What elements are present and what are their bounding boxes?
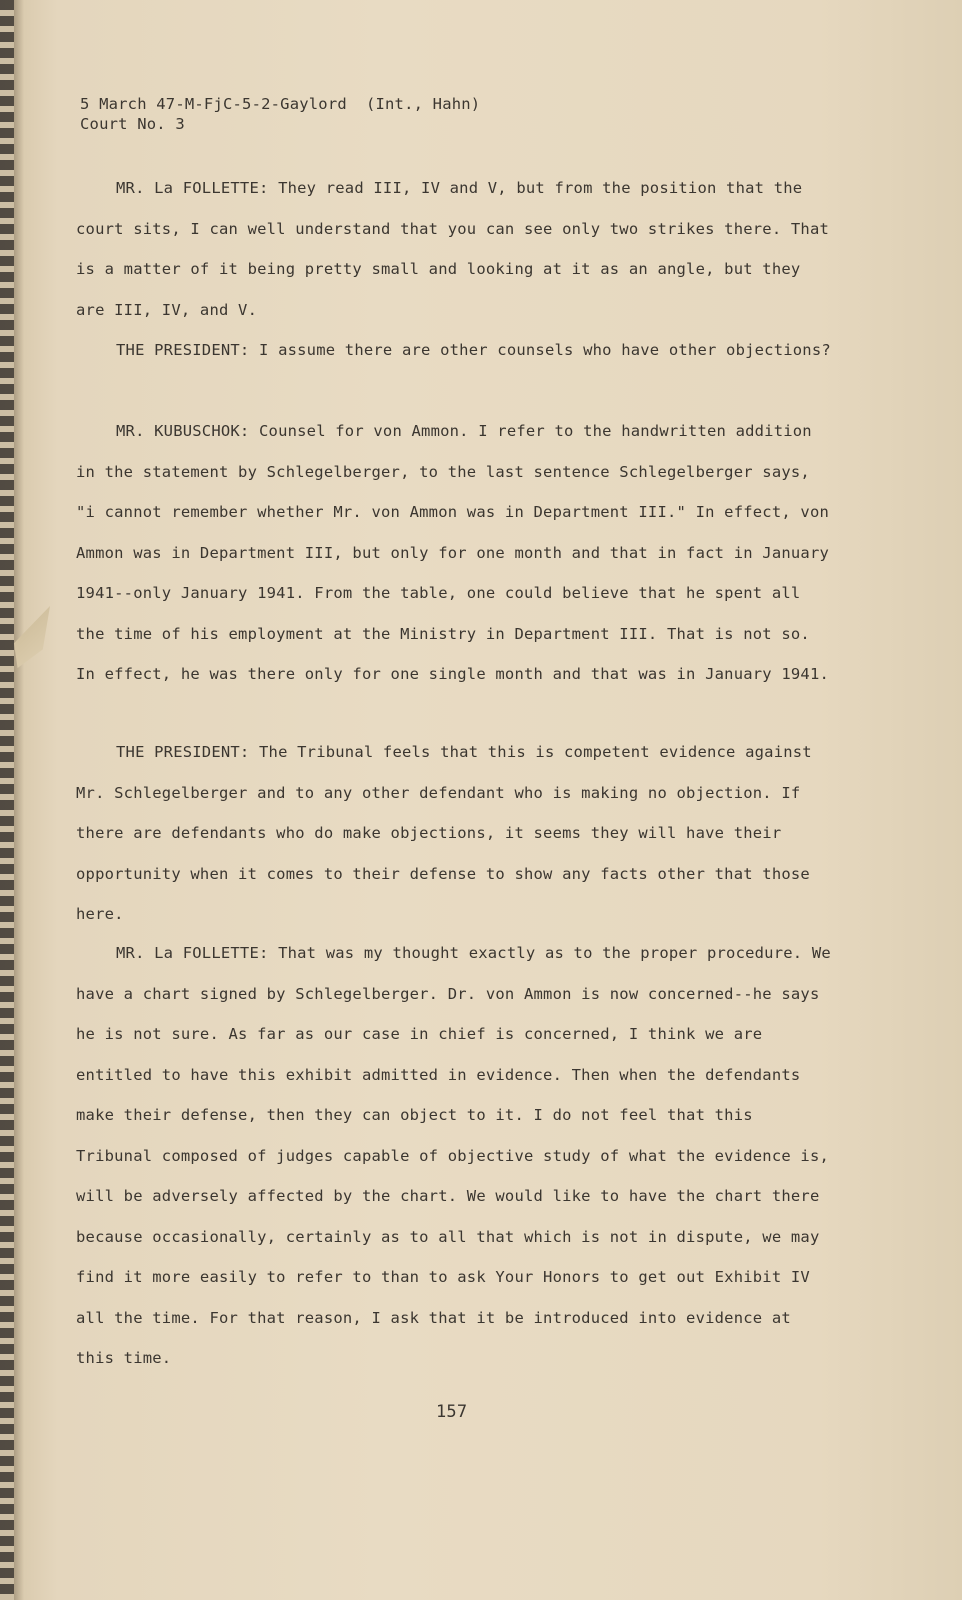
paragraph: [76, 933, 836, 1379]
paragraph-text: They read III, IV and V, but from the position that the court sits, I can well understand that you can see only two strikes there. That is a matter of it being pretty small and looking at it as an angle, but they are III, IV, and V.: [76, 179, 830, 319]
binding-shadow: [14, 0, 24, 1600]
paragraph: [76, 732, 836, 935]
paragraph-text: The Tribunal feels that this is competent evidence against Mr. Schlegelberger and to any other defendant who is making no objection. If there are defendants who do make objections, it seems they will have their opportunity when it comes to their defense to show any facts other that those here.: [76, 743, 812, 923]
paragraph: [76, 330, 836, 371]
speaker-name: MR. KUBUSCHOK:: [116, 422, 250, 440]
paragraph: [76, 168, 836, 330]
paragraph: [76, 411, 836, 695]
binding-edge: [0, 0, 14, 1600]
speaker-name: MR. La FOLLETTE:: [116, 944, 269, 962]
document-header: [80, 94, 480, 134]
page-number: 157: [436, 1402, 468, 1422]
header-line-1: 5 March 47-M-FjC-5-2-Gaylord (Int., Hahn): [80, 95, 481, 113]
paragraph-text: I assume there are other counsels who have other objections?: [259, 341, 831, 359]
paragraph-text: That was my thought exactly as to the proper procedure. We have a chart signed by Schlegelberger. Dr. von Ammon is now concerned--he says he is not sure. As far as our case in chief is concerned, I think we are entitled to have this exhibit admitted in evidence. Then when the defendants make their defense, then they can object to it. I do not feel that this Tribunal composed of judges capable of objective study of what the evidence is, will be adversely affected by the chart. We would like to have the chart there because occasionally, certainly as to all that which is not in dispute, we may find it more easily to refer to than to ask Your Honors to get out Exhibit IV all the time. For that reason, I ask that it be introduced into evidence at this time.: [76, 944, 831, 1367]
paragraph-text: Counsel for von Ammon. I refer to the handwritten addition in the statement by Schlegelberger, to the last sentence Schlegelberger says, "i cannot remember whether Mr. von Ammon was in Department III." In effect, von Ammon was in Department III, but only for one month and that in fact in January 1941--only January 1941. From the table, one could believe that he spent all the time of his employment at the Ministry in Department III. That is not so. In effect, he was there only for one single month and that was in January 1941.: [76, 422, 830, 683]
speaker-name: MR. La FOLLETTE:: [116, 179, 269, 197]
speaker-name: THE PRESIDENT:: [116, 341, 250, 359]
speaker-name: THE PRESIDENT:: [116, 743, 250, 761]
header-line-2: Court No. 3: [80, 115, 185, 133]
